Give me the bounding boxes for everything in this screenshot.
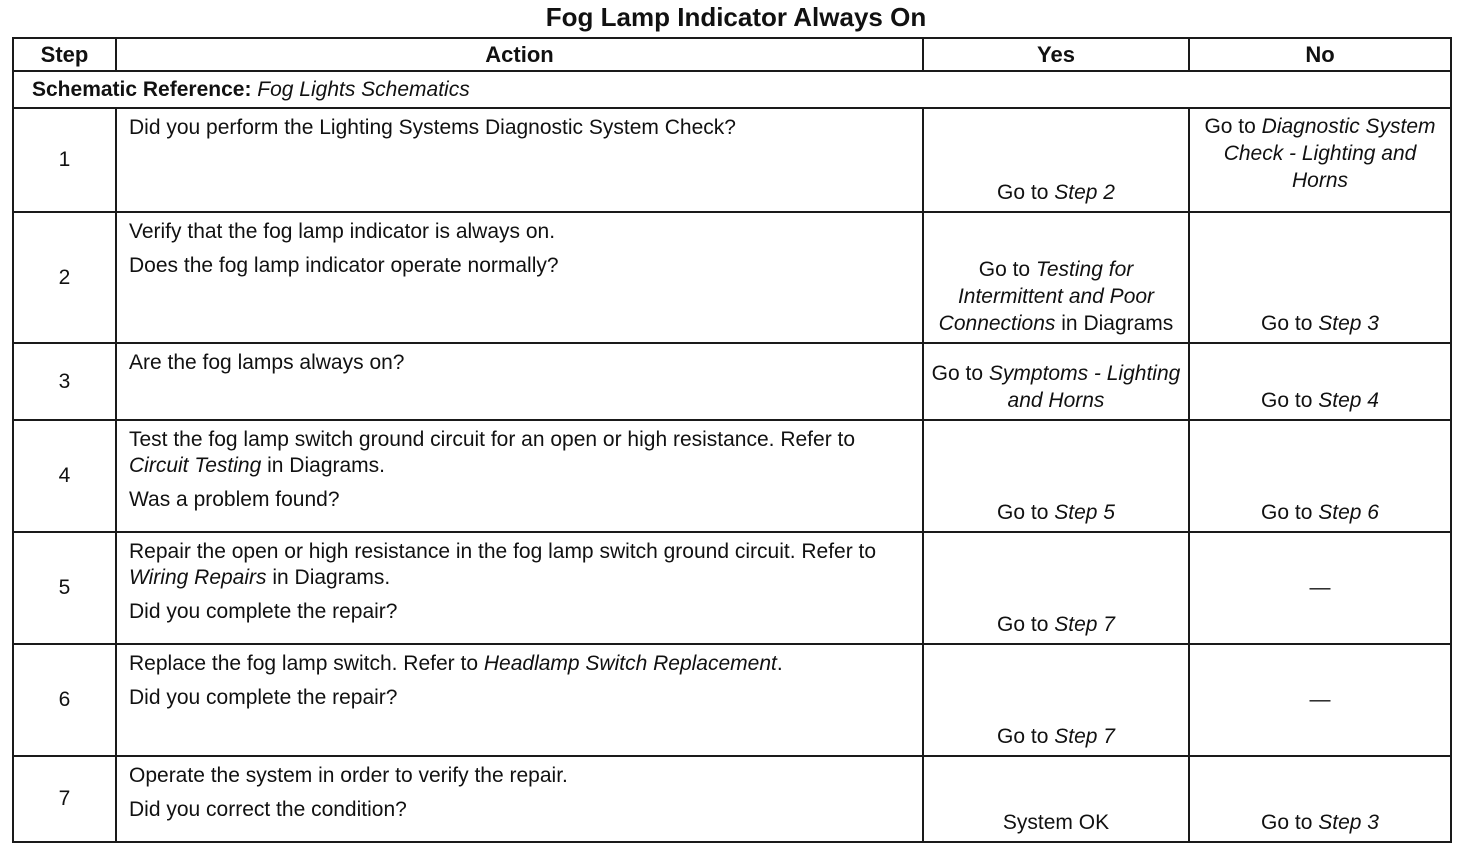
schematic-reference-link: Fog Lights Schematics (257, 77, 470, 101)
yes-reference: Step 2 (1054, 181, 1115, 204)
diagnostic-table (12, 37, 1452, 843)
table-row (13, 343, 1451, 420)
action-cell (116, 532, 923, 644)
yes-reference: Step 7 (1054, 613, 1115, 636)
no-dash: — (1309, 576, 1331, 599)
step-number: 7 (13, 756, 116, 842)
header-no: No (1189, 38, 1451, 71)
action-text-pre: Replace the fog lamp switch. Refer to (129, 652, 479, 675)
yes-reference: Testing for Intermittent and Poor Connections (938, 258, 1155, 335)
yes-prefix: Go to (997, 613, 1049, 636)
no-prefix: Go to (1261, 501, 1313, 524)
action-cell (116, 108, 923, 212)
yes-prefix: Go to (997, 181, 1049, 204)
no-prefix: Go to (1261, 389, 1313, 412)
yes-prefix: Go to (978, 258, 1031, 281)
action-question: Does the fog lamp indicator operate normally? (129, 254, 559, 277)
action-cell (116, 756, 923, 842)
yes-cell (923, 108, 1189, 212)
step-number: 4 (13, 420, 116, 532)
yes-prefix: Go to (997, 725, 1049, 748)
yes-reference: Step 5 (1054, 501, 1115, 524)
yes-result: System OK (1002, 811, 1110, 834)
table-header-row (13, 38, 1451, 71)
action-reference: Headlamp Switch Replacement (483, 652, 777, 675)
action-reference: Wiring Repairs (129, 566, 267, 589)
action-text (129, 427, 912, 479)
action-question: Did you correct the condition? (129, 798, 407, 821)
step-number: 5 (13, 532, 116, 644)
action-text (129, 539, 912, 591)
table-row (13, 532, 1451, 644)
action-question: Are the fog lamps always on? (129, 351, 405, 374)
no-cell (1189, 343, 1451, 420)
action-question: Did you complete the repair? (129, 686, 398, 709)
no-reference: Step 3 (1318, 811, 1379, 834)
table-row (13, 108, 1451, 212)
no-reference: Step 4 (1318, 389, 1379, 412)
action-text-post: in Diagrams. (272, 566, 391, 589)
table-row (13, 212, 1451, 343)
action-reference: Circuit Testing (129, 454, 262, 477)
schematic-reference-cell (13, 71, 1451, 108)
action-text (129, 651, 912, 677)
action-text: Operate the system in order to verify the repair. (129, 764, 568, 787)
no-cell (1189, 420, 1451, 532)
action-cell (116, 212, 923, 343)
table-row (13, 644, 1451, 756)
action-text: Verify that the fog lamp indicator is always on. (129, 220, 556, 243)
no-cell (1189, 756, 1451, 842)
no-reference: Diagnostic System Check - Lighting and Horns (1223, 115, 1436, 192)
step-number: 3 (13, 343, 116, 420)
schematic-reference-label: Schematic Reference: (32, 77, 252, 101)
header-yes: Yes (923, 38, 1189, 71)
no-cell (1189, 644, 1451, 756)
step-number: 6 (13, 644, 116, 756)
no-prefix: Go to (1261, 312, 1313, 335)
header-action: Action (116, 38, 923, 71)
header-step: Step (13, 38, 116, 71)
yes-cell (923, 644, 1189, 756)
action-text-pre: Repair the open or high resistance in the fog lamp switch ground circuit. Refer to (129, 540, 877, 563)
no-reference: Step 6 (1318, 501, 1379, 524)
action-text: Did you perform the Lighting Systems Diagnostic System Check? (129, 116, 736, 139)
action-text-pre: Test the fog lamp switch ground circuit for an open or high resistance. Refer to (129, 428, 856, 451)
page-title: Fog Lamp Indicator Always On (545, 2, 927, 32)
yes-cell (923, 532, 1189, 644)
no-prefix: Go to (1261, 811, 1313, 834)
action-question: Was a problem found? (129, 488, 340, 511)
action-text-post: in Diagrams. (267, 454, 385, 477)
yes-cell (923, 212, 1189, 343)
action-cell (116, 420, 923, 532)
no-cell (1189, 532, 1451, 644)
action-cell (116, 343, 923, 420)
no-cell (1189, 108, 1451, 212)
action-question: Did you complete the repair? (129, 600, 398, 623)
yes-prefix: Go to (931, 362, 984, 385)
no-dash: — (1309, 688, 1331, 711)
yes-cell (923, 756, 1189, 842)
yes-cell (923, 420, 1189, 532)
schematic-reference-row (13, 71, 1451, 108)
no-prefix: Go to (1204, 115, 1256, 138)
yes-suffix: in Diagrams (1061, 312, 1174, 335)
no-cell (1189, 212, 1451, 343)
step-number: 1 (13, 108, 116, 212)
table-row (13, 756, 1451, 842)
no-reference: Step 3 (1318, 312, 1379, 335)
yes-reference: Step 7 (1054, 725, 1115, 748)
step-number: 2 (13, 212, 116, 343)
yes-cell (923, 343, 1189, 420)
action-cell (116, 644, 923, 756)
action-text-post: . (776, 652, 783, 675)
table-row (13, 420, 1451, 532)
yes-reference: Symptoms - Lighting and Horns (988, 362, 1181, 412)
yes-prefix: Go to (997, 501, 1049, 524)
